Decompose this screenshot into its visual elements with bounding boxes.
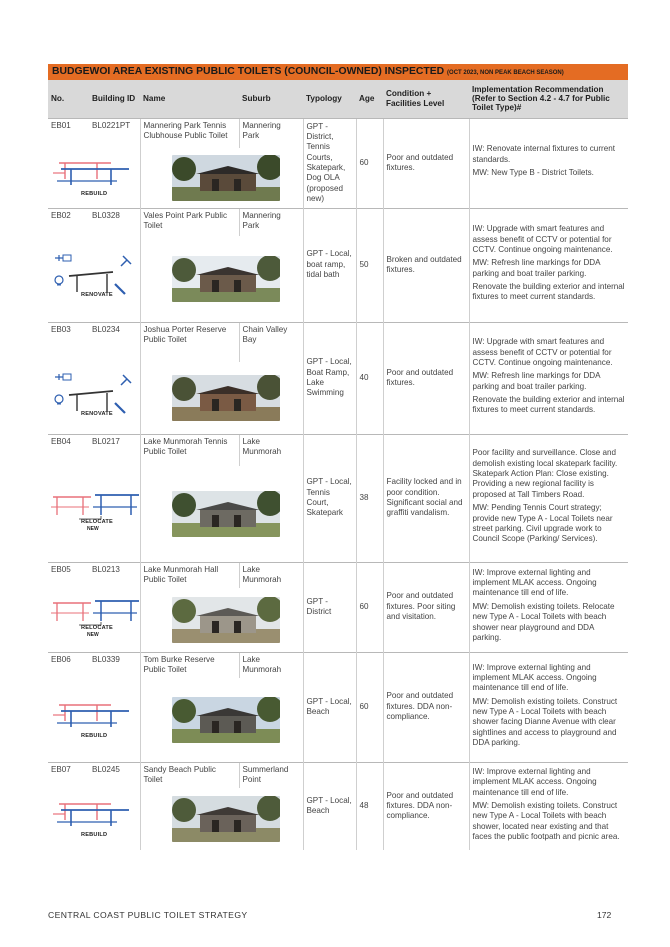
cell-age: 60 [356, 118, 383, 208]
cell-no: EB04 [48, 434, 89, 466]
cell-building-id: BL0213 [89, 562, 140, 588]
cell-condition: Poor and outdated fixtures. [383, 322, 469, 434]
table-row [48, 118, 628, 148]
table-row [48, 322, 628, 362]
cell-age: 38 [356, 434, 383, 562]
strategy-label: RELOCATE [81, 518, 113, 525]
site-photo [172, 256, 280, 302]
cell-suburb: Summerland Point [239, 762, 303, 788]
cell-recommendation [469, 762, 628, 850]
table-header-row [48, 80, 628, 118]
cell-suburb: Lake Munmorah [239, 652, 303, 678]
cell-typology: GPT - District, Tennis Courts, Skatepark, Dog OLA (proposed new) [303, 118, 356, 208]
cell-suburb: Mannering Park [239, 118, 303, 148]
strategy-label: RENOVATE [81, 410, 113, 417]
recommendation-paragraph: IW: Improve external lighting and implement MLAK access. Ongoing maintenance till end of life. [472, 662, 597, 693]
cell-condition: Poor and outdated fixtures. DDA non-compliance. [383, 762, 469, 850]
cell-no: EB03 [48, 322, 89, 362]
cell-typology: GPT - Local, boat ramp, tidal bath [303, 208, 356, 322]
site-photo-cell [140, 588, 303, 652]
cell-name: Vales Point Park Public Toilet [140, 208, 239, 236]
page-number: 172 [597, 910, 612, 920]
cell-typology: GPT - Local, Beach [303, 652, 356, 762]
cell-building-id: BL0328 [89, 208, 140, 236]
cell-no: EB07 [48, 762, 89, 788]
table-title-sub: (OCT 2023, NON PEAK BEACH SEASON) [447, 70, 564, 76]
cell-age: 60 [356, 652, 383, 762]
table-title-bar [48, 64, 628, 80]
recommendation-paragraph: MW: Pending Tennis Court strategy; provide new Type A - Local Toilets near street parking. Civil upgrade work to Council Scope (Parking/ Services). [472, 503, 613, 544]
header-recommendation: Implementation Recommendation (Refer to Section 4.2 - 4.7 for Public Toilet Type)# [469, 80, 628, 118]
cell-suburb: Lake Munmorah [239, 562, 303, 588]
footer-title: CENTRAL COAST PUBLIC TOILET STRATEGY [48, 910, 248, 920]
rebuild-icon [51, 695, 141, 745]
strategy-icon-cell [48, 678, 140, 762]
cell-recommendation [469, 322, 628, 434]
cell-typology: GPT - District [303, 562, 356, 652]
cell-name: Sandy Beach Public Toilet [140, 762, 239, 788]
strategy-label: RELOCATE [81, 624, 113, 631]
recommendation-paragraph: MW: New Type B - District Toilets. [472, 168, 594, 178]
site-photo [172, 597, 280, 643]
cell-condition: Poor and outdated fixtures. [383, 118, 469, 208]
cell-no: EB01 [48, 118, 89, 148]
header-condition: Condition + Facilities Level [383, 80, 469, 118]
header-age: Age [356, 80, 383, 118]
recommendation-paragraph: MW: Demolish existing toilets. Construct new Type A - Local Toilets with beach shower facing Dianne Avenue with clear sightlines and access to playground and DDA parking. [472, 696, 618, 748]
cell-building-id: BL0221PT [89, 118, 140, 148]
table-row [48, 208, 628, 236]
recommendation-paragraph: MW: Refresh line markings for DDA parking and boat trailer parking. [472, 258, 601, 278]
header-name: Name [140, 80, 239, 118]
table-title: BUDGEWOI AREA EXISTING PUBLIC TOILETS (COUNCIL-OWNED) INSPECTED [52, 66, 445, 77]
rebuild-icon [51, 794, 141, 844]
cell-suburb: Lake Munmorah [239, 434, 303, 466]
relocate-icon [51, 595, 141, 645]
cell-recommendation [469, 652, 628, 762]
cell-building-id: BL0245 [89, 762, 140, 788]
recommendation-paragraph: Poor facility and surveillance. Close and demolish existing local skatepark facility. Skatepark Action Plan: Close existing. Providing a new regional facility is proposed at Tall Timbers Road. [472, 448, 618, 499]
site-photo-cell [140, 362, 303, 434]
cell-no: EB05 [48, 562, 89, 588]
header-typology: Typology [303, 80, 356, 118]
strategy-label-secondary: NEW [87, 525, 99, 532]
cell-name: Lake Munmorah Tennis Public Toilet [140, 434, 239, 466]
cell-suburb: Mannering Park [239, 208, 303, 236]
cell-age: 40 [356, 322, 383, 434]
header-building-id: Building ID [89, 80, 140, 118]
header-no: No. [48, 80, 89, 118]
renovate-icon [51, 254, 141, 304]
site-photo-cell [140, 466, 303, 562]
strategy-label-secondary: NEW [87, 631, 99, 638]
cell-recommendation [469, 118, 628, 208]
strategy-icon-cell [48, 466, 140, 562]
strategy-icon-cell [48, 236, 140, 322]
cell-age: 60 [356, 562, 383, 652]
recommendation-paragraph: IW: Improve external lighting and implement MLAK access. Ongoing maintenance till end of life. [472, 567, 597, 598]
renovate-icon [51, 373, 141, 423]
strategy-label: REBUILD [81, 832, 108, 838]
recommendation-paragraph: MW: Demolish existing toilets. Relocate new Type A - Local Toilets with beach shower near playground and DDA parking. [472, 601, 615, 642]
cell-building-id: BL0339 [89, 652, 140, 678]
strategy-icon-cell [48, 362, 140, 434]
recommendation-paragraph: MW: Demolish existing toilets. Construct new Type A - Local Toilets with beach shower, located near existing and that faces the public footpath and picnic area. [472, 801, 620, 842]
site-photo [172, 697, 280, 743]
cell-age: 48 [356, 762, 383, 850]
site-photo-cell [140, 236, 303, 322]
site-photo [172, 375, 280, 421]
cell-age: 50 [356, 208, 383, 322]
site-photo-cell [140, 678, 303, 762]
header-suburb: Suburb [239, 80, 303, 118]
cell-name: Joshua Porter Reserve Public Toilet [140, 322, 239, 362]
strategy-icon-cell [48, 788, 140, 850]
cell-recommendation [469, 562, 628, 652]
site-photo [172, 491, 280, 537]
strategy-label: REBUILD [81, 190, 108, 197]
recommendation-paragraph: MW: Refresh line markings for DDA parking and boat trailer parking. [472, 371, 601, 391]
cell-recommendation [469, 434, 628, 562]
cell-building-id: BL0217 [89, 434, 140, 466]
recommendation-paragraph: IW: Upgrade with smart features and assess benefit of CCTV or potential for CCTV. Continue ongoing maintenance. [472, 224, 613, 254]
cell-typology: GPT - Local, Tennis Court, Skatepark [303, 434, 356, 562]
relocate-icon [51, 489, 141, 539]
recommendation-paragraph: Renovate the building exterior and internal fixtures to meet current standards. [472, 395, 625, 415]
cell-condition: Poor and outdated fixtures. DDA non-compliance. [383, 652, 469, 762]
document-page [48, 64, 628, 850]
recommendation-paragraph: Renovate the building exterior and internal fixtures to meet current standards. [472, 282, 625, 302]
recommendation-paragraph: IW: Improve external lighting and implement MLAK access. Ongoing maintenance till end of life. [472, 766, 597, 797]
rebuild-icon [51, 153, 141, 203]
cell-name: Mannering Park Tennis Clubhouse Public Toilet [140, 118, 239, 148]
table-row [48, 434, 628, 466]
cell-no: EB06 [48, 652, 89, 678]
cell-name: Tom Burke Reserve Public Toilet [140, 652, 239, 678]
table-row [48, 562, 628, 588]
cell-suburb: Chain Valley Bay [239, 322, 303, 362]
cell-name: Lake Munmorah Hall Public Toilet [140, 562, 239, 588]
site-photo [172, 155, 280, 201]
table-row [48, 652, 628, 678]
cell-no: EB02 [48, 208, 89, 236]
table-row [48, 762, 628, 788]
strategy-icon-cell [48, 588, 140, 652]
recommendation-paragraph: IW: Upgrade with smart features and assess benefit of CCTV or potential for CCTV. Continue ongoing maintenance. [472, 337, 613, 367]
strategy-label: RENOVATE [81, 291, 113, 298]
strategy-icon-cell [48, 148, 140, 208]
cell-typology: GPT - Local, Boat Ramp, Lake Swimming [303, 322, 356, 434]
strategy-label: REBUILD [81, 732, 108, 739]
cell-condition: Poor and outdated fixtures. Poor siting and visitation. [383, 562, 469, 652]
site-photo-cell [140, 788, 303, 850]
cell-condition: Broken and outdated fixtures. [383, 208, 469, 322]
cell-condition: Facility locked and in poor condition. Significant social and graffiti vandalism. [383, 434, 469, 562]
cell-building-id: BL0234 [89, 322, 140, 362]
cell-typology: GPT - Local, Beach [303, 762, 356, 850]
toilets-table [48, 80, 628, 850]
site-photo-cell [140, 148, 303, 208]
site-photo [172, 796, 280, 842]
cell-recommendation [469, 208, 628, 322]
recommendation-paragraph: IW: Renovate internal fixtures to current standards. [472, 144, 615, 164]
